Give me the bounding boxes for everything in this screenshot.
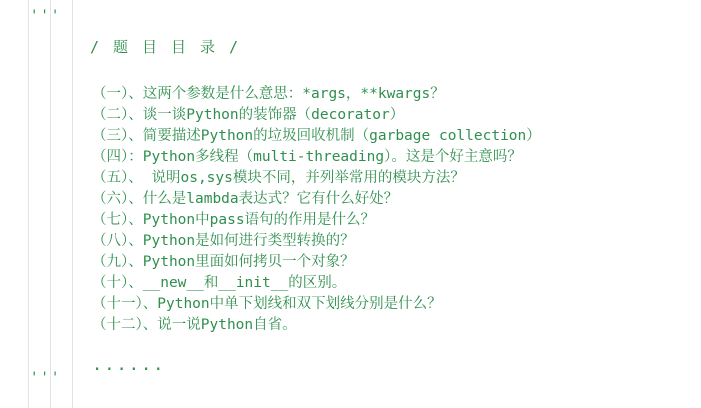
guide-rule-1 <box>28 0 29 408</box>
list-continuation-ellipsis: ...... <box>92 355 166 375</box>
list-item: （八）、Python是如何进行类型转换的？ <box>92 233 355 249</box>
list-item: （五）、 说明os,sys模块不同，并列举常用的模块方法？ <box>92 170 465 186</box>
list-item: （七）、Python中pass语句的作用是什么？ <box>92 212 376 228</box>
list-item: （十二）、说一说Python自省。 <box>92 317 297 333</box>
question-list <box>92 84 692 336</box>
guide-rule-2 <box>50 0 51 408</box>
docstring-close-quote: ''' <box>30 370 62 386</box>
list-item: （十）、__new__和__init__的区别。 <box>92 275 347 291</box>
list-item: （六）、什么是lambda表达式？它有什么好处？ <box>92 191 399 207</box>
guide-rule-3 <box>72 0 73 408</box>
list-item: （十一）、Python中单下划线和双下划线分别是什么？ <box>92 296 442 312</box>
list-item: （九）、Python里面如何拷贝一个对象？ <box>92 254 355 270</box>
list-item: （一）、这两个参数是什么意思：*args，**kwargs？ <box>92 86 445 102</box>
list-item: （三）、简要描述Python的垃圾回收机制（garbage collection） <box>92 128 541 144</box>
docstring-open-quote: ''' <box>30 8 62 24</box>
page-title: /题目目录/ <box>90 38 253 56</box>
list-item: （二）、谈一谈Python的装饰器（decorator） <box>92 107 405 123</box>
list-item: （四）：Python多线程（multi-threading）。这是个好主意吗？ <box>92 149 522 165</box>
